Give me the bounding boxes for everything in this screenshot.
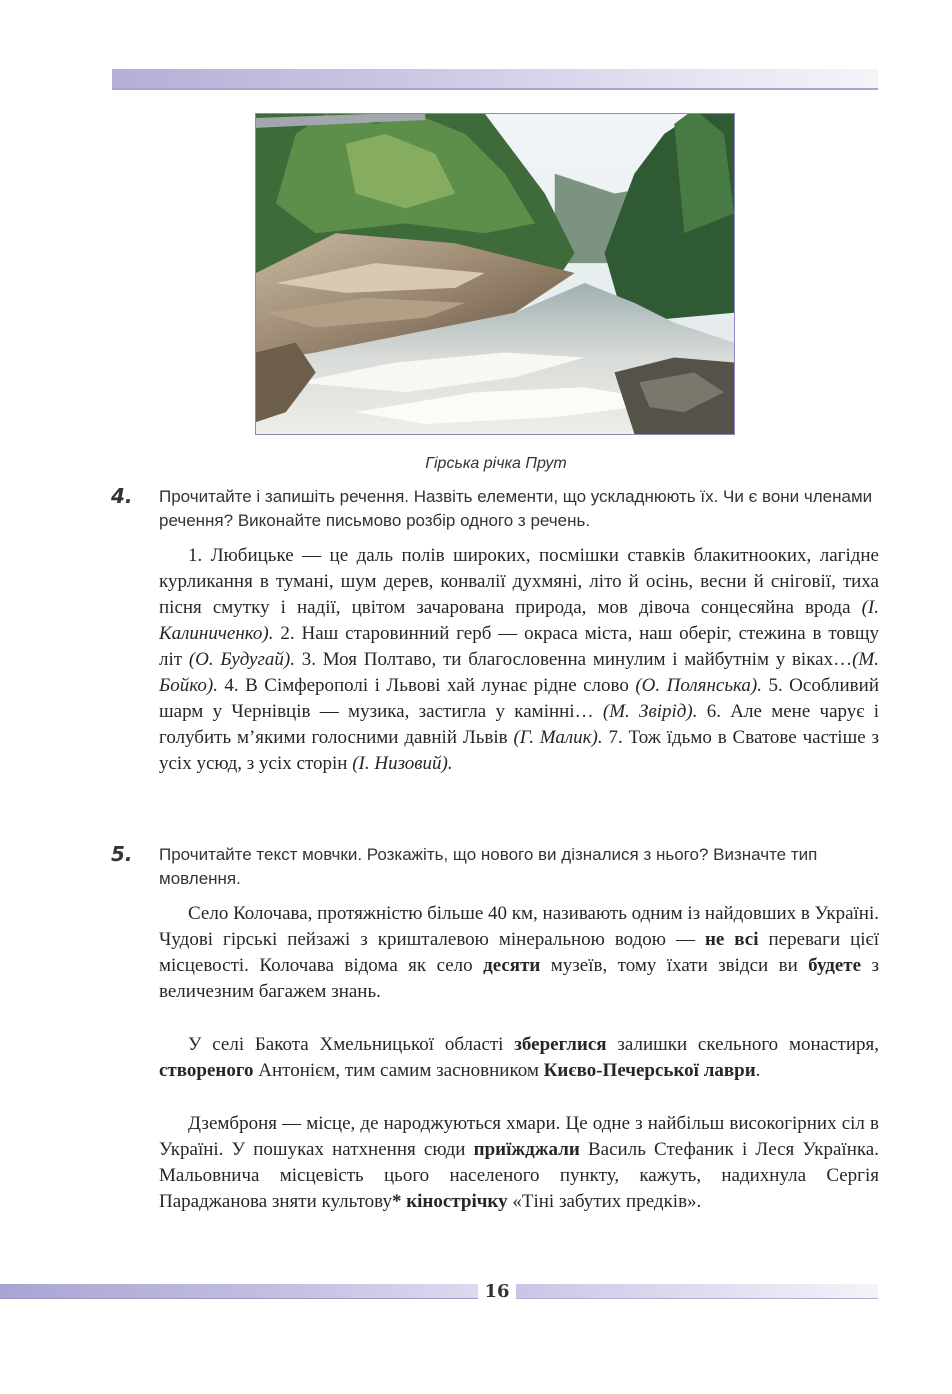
author-3: (М. Бойко). [159,649,879,696]
text-paragraph-dzembronia [159,1111,879,1215]
sentence-7: 7. Тож їдьмо в Сватове частіше з усіх усюд, з усіх сторін [159,727,879,774]
sentence-5: 5. Особливий шарм у Чернівців — музика, застигла у камінні… [159,675,879,722]
sentence-2: 2. Наш старовинний герб — окраса міста, наш оберіг, стежина в товщу літ [159,623,879,670]
p1-text-2: переваги цієї місцевості. Колочава відома як село [159,929,879,976]
author-6: (Г. Малик). [513,727,603,748]
p1-bold-3: будете [808,955,862,976]
text-paragraph-kolochava [159,901,879,1005]
task-5-instruction: Прочитайте текст мовчки. Розкажіть, що нового ви дізналися з нього? Визначте тип мовлення. [159,845,818,888]
sentence-4: 4. В Сімферополі і Львові хай лунає рідне слово [217,675,636,696]
sentence-3: 3. Моя Полтаво, ти благословенна минулим і майбутнім у віках… [294,649,853,670]
p2-text-4: . [755,1060,761,1081]
p3-text-2: Василь Стефаник і Леся Українка. Мальовнича місцевість цього населеного пункту, кажуть, надихнула Сергія Параджанова зняти культову [159,1139,879,1212]
page-number: 16 [484,1281,510,1302]
p1-bold-1: не всі [704,929,759,950]
p1-text-4: з величезним багажем знань. [159,955,879,1002]
author-2: (О. Будугай). [188,649,295,670]
task-4-sentences [159,543,879,777]
sentence-6: 6. Але мене чарує і голубить м’якими голосними давній Львів [159,701,879,748]
p2-text-1: У селі Бакота Хмельницької області [188,1034,515,1055]
sentence-1: 1. Любицьке — це даль полів широких, посмішки ставків блакитнооких, лагідне курликання в тумані, шум дерев, конвалії духмяні, літо й осінь, весни й сніговії, тиха пісня смутку і надії, цвітом зачарована природа, мов дівоча сонцесяйна врода [159,545,879,618]
p3-bold-1: приїжджали [473,1139,580,1160]
p3-bold-2: * кінострічку [391,1191,508,1212]
author-1: (І. Калиниченко). [159,597,879,644]
p2-text-2: залишки скельного монастиря, [606,1034,879,1055]
footer-band-left [0,1284,478,1299]
p2-bold-2: створеного [159,1060,254,1081]
task-4-instruction: Прочитайте і запишіть речення. Назвіть елементи, що ускладнюють їх. Чи є вони членами речення? Виконайте письмово розбір одного з речень. [159,487,873,530]
p2-text-3: Антонієм, тим самим засновником [253,1060,544,1081]
author-5: (М. Звірід). [602,701,698,722]
header-band [112,69,878,90]
text-paragraph-bakota [159,1032,879,1084]
task-number-4: 4. [111,484,133,508]
photo-caption: Гірська річка Прут [425,455,567,472]
author-7: (І. Низовий). [352,753,453,774]
footer-band-right [516,1284,878,1299]
river-photo [255,113,735,435]
p3-text-1: Дземброня — місце, де народжуються хмари. Це одне з найбільш високогірних сіл в Україні. У пошуках натхнення сюди [159,1113,879,1160]
task-number-5: 5. [111,842,133,866]
p1-text-3: музеїв, тому їхати звідси ви [540,955,809,976]
river-image [256,114,734,434]
p2-bold-3: Києво-Печерської лаври [543,1060,756,1081]
p3-text-3: «Тіні забутих предків». [507,1191,702,1212]
p1-text-1: Село Колочава, протяжністю більше 40 км, називають одним із найдовших в Україні. Чудові гірські пейзажі з кришталевою мінеральною водою — [159,903,880,950]
author-4: (О. Полянська). [635,675,762,696]
p1-bold-2: десяти [483,955,541,976]
p2-bold-1: збереглися [514,1034,607,1055]
